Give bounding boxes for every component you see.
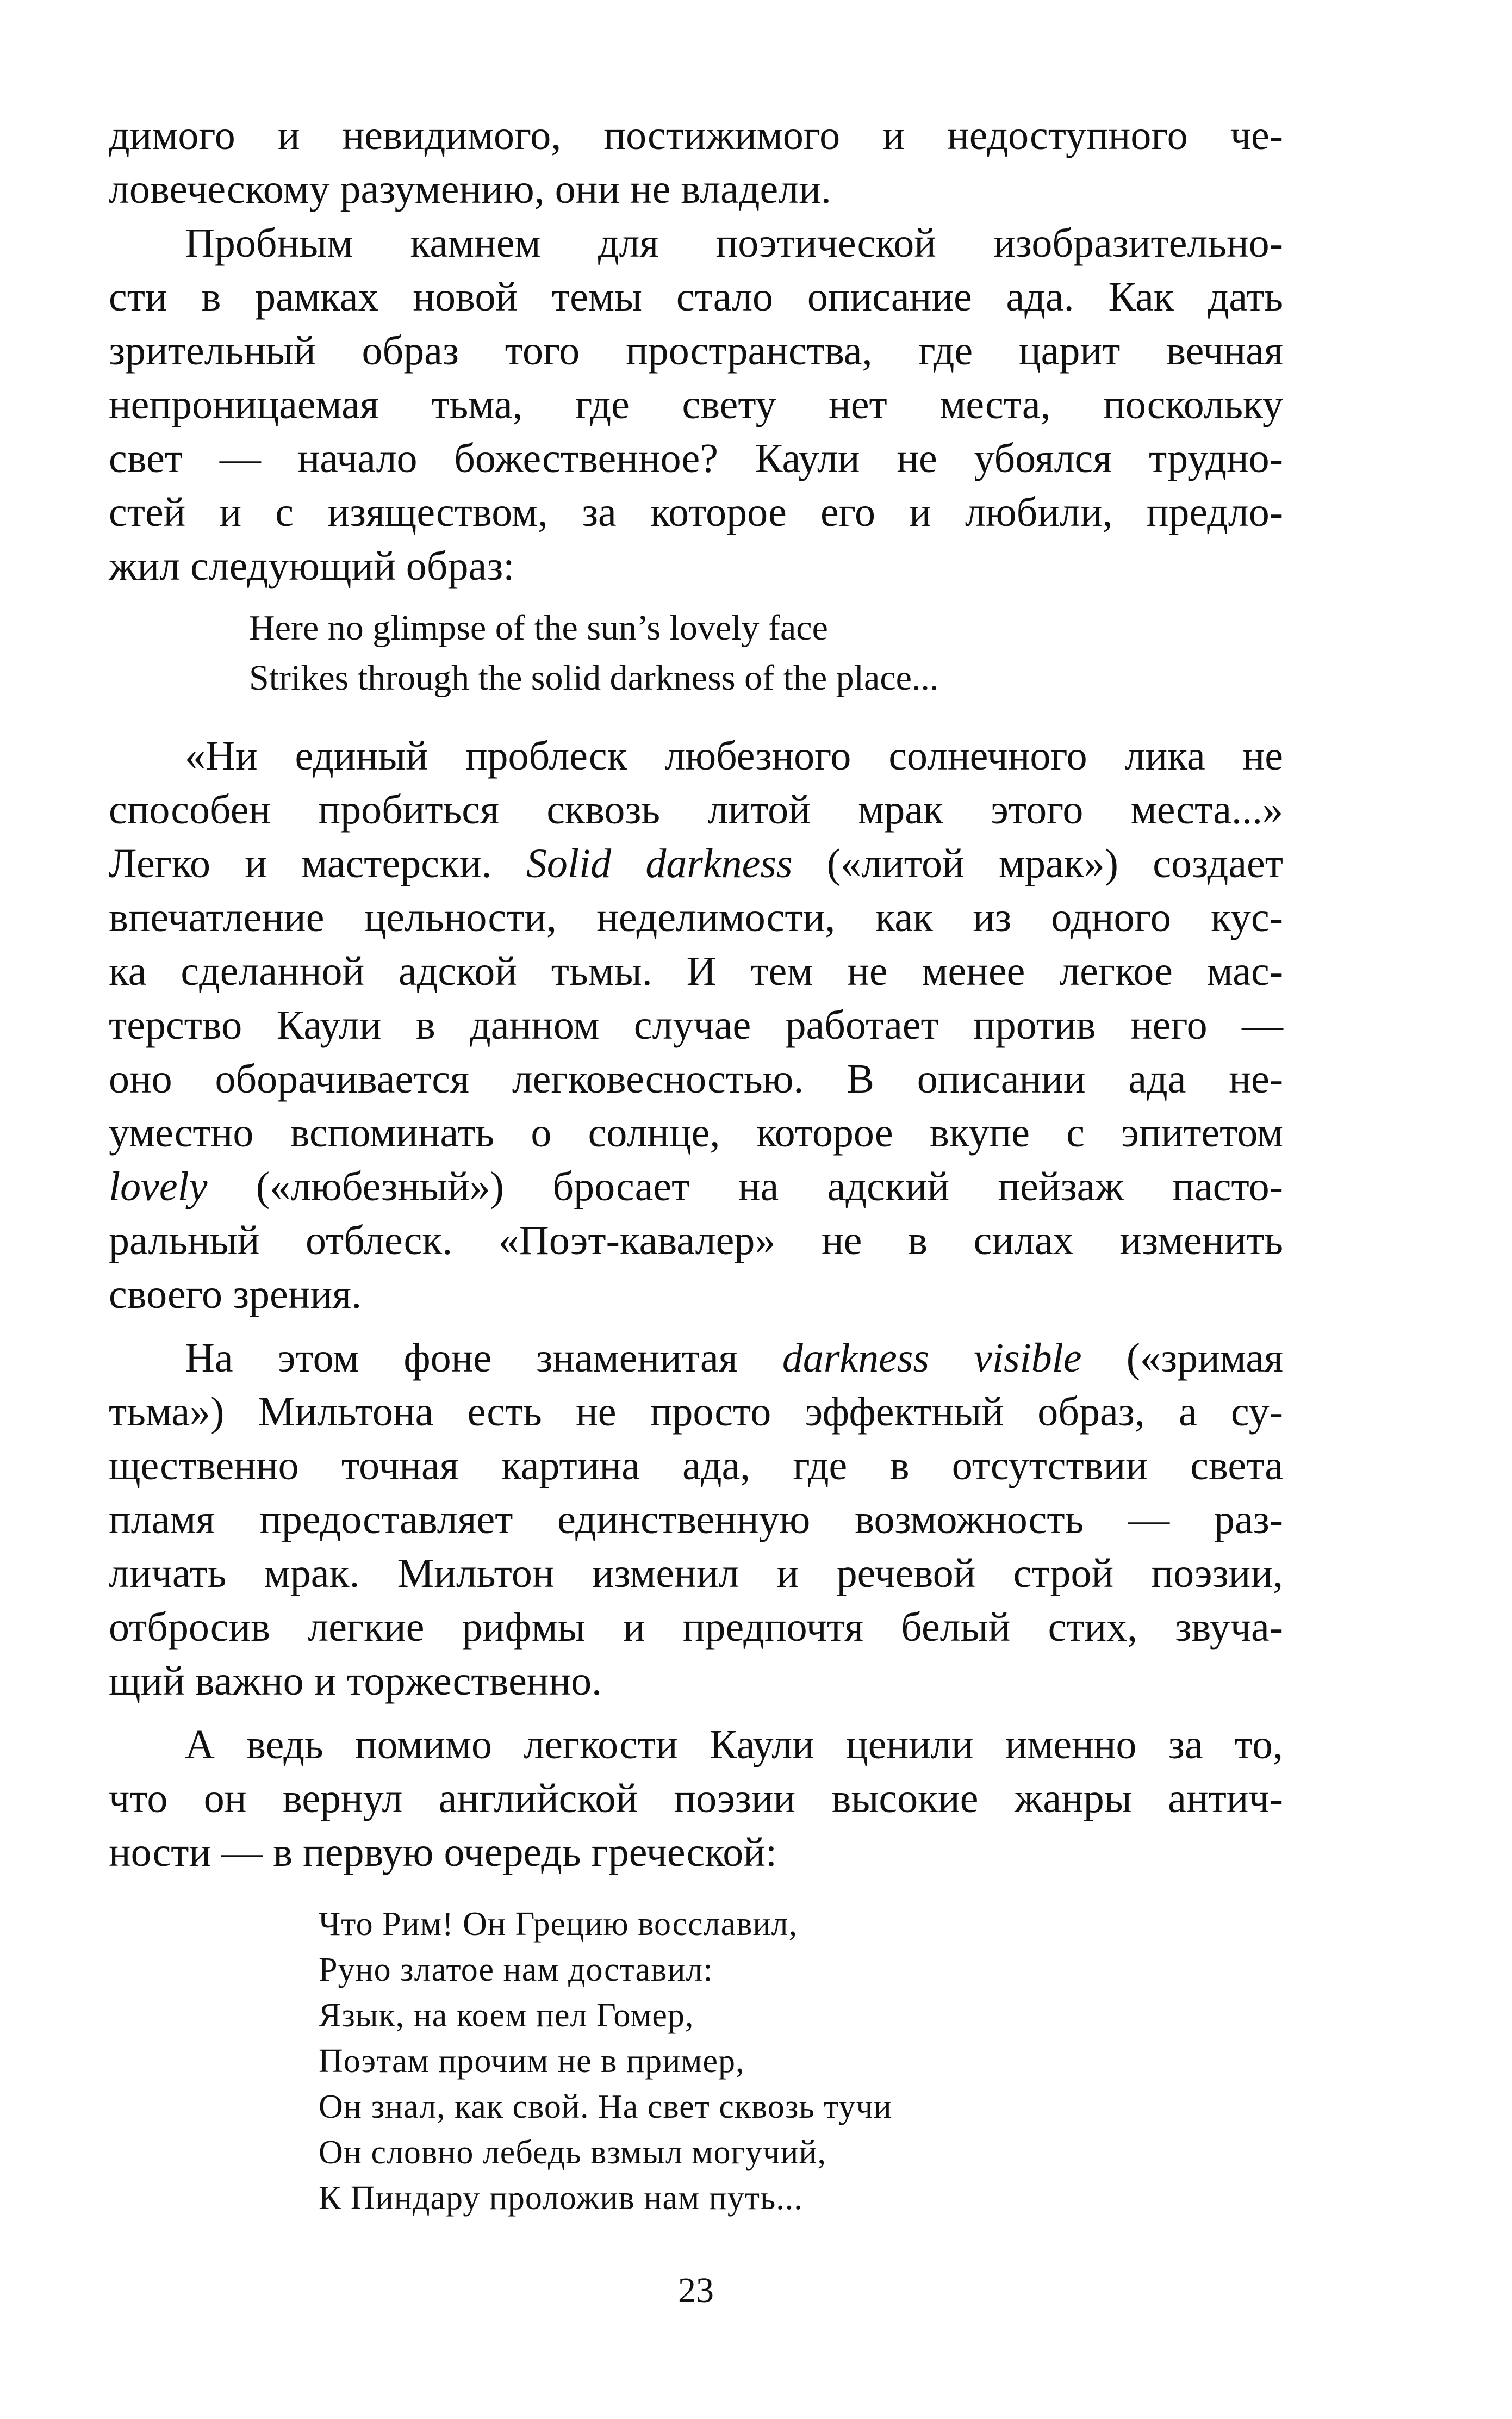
text-fragment: («любезный») бросает на адский пейзаж пасто- (207, 1164, 1283, 1210)
book-page (109, 109, 1283, 2221)
text-line: что он вернул английской поэзии высокие жанры антич- (109, 1776, 1283, 1821)
text-line: сти в рамках новой темы стало описание ада. Как дать (109, 274, 1283, 320)
text-line: Пробным камнем для поэтической изобразительно- (185, 220, 1283, 266)
italic-term: darkness visible (782, 1335, 1082, 1381)
text-line: «Ни единый проблеск любезного солнечного лика не (185, 733, 1283, 779)
paragraph-continued (109, 109, 1283, 216)
paragraph-greek-genres (109, 1718, 1283, 1880)
text-line: тьма») Мильтона есть не просто эффектный образ, а су- (109, 1389, 1283, 1435)
text-line (109, 1331, 1283, 1385)
text-line (109, 837, 1283, 891)
text-line: непроницаемая тьма, где свету нет места, поскольку (109, 382, 1283, 427)
text-line: А ведь помимо легкости Каули ценили именно за то, (185, 1722, 1283, 1767)
paragraph-milton (109, 1331, 1283, 1708)
text-line: личать мрак. Мильтон изменил и речевой строй поэзии, (109, 1550, 1283, 1596)
text-line: своего зрения. (109, 1271, 362, 1317)
text-line: щий важно и торжественно. (109, 1658, 602, 1704)
verse-line: К Пиндару проложив нам путь... (319, 2180, 803, 2217)
text-line: ности — в первую очередь греческой: (109, 1829, 777, 1875)
text-line (109, 1160, 1283, 1214)
text-line: свет — начало божественное? Каули не убоялся трудно- (109, 436, 1283, 481)
text-line: стей и с изяществом, за которое его и любили, предло- (109, 489, 1283, 535)
text-line: зрительный образ того пространства, где царит вечная (109, 328, 1283, 374)
text-line: отбросив легкие рифмы и предпочтя белый стих, звуча- (109, 1604, 1283, 1650)
text-fragment: («зримая (1081, 1335, 1284, 1381)
text-line: терство Каули в данном случае работает против него — (109, 1002, 1283, 1048)
text-line: щественно точная картина ада, где в отсутствии света (109, 1443, 1283, 1488)
text-line: оно оборачивается легковесностью. В описании ада не- (109, 1056, 1283, 1102)
paragraph-hell-description (109, 216, 1283, 593)
verse-line: Руно златое нам доставил: (319, 1951, 713, 1988)
english-verse-quote (109, 603, 1283, 703)
italic-term: lovely (109, 1164, 208, 1210)
verse-line: Что Рим! Он Грецию восславил, (319, 1906, 798, 1943)
text-line: ка сделанной адской тьмы. И тем не менее легкое мас- (109, 948, 1283, 994)
verse-line: Он знал, как свой. На свет сквозь тучи (319, 2088, 892, 2125)
verse-line: Он словно лебедь взмыл могучий, (319, 2134, 826, 2171)
text-line: жил следующий образ: (109, 543, 515, 589)
text-line: впечатление цельности, неделимости, как из одного кус- (109, 895, 1283, 940)
verse-line: Strikes through the solid darkness of the place... (249, 658, 939, 698)
verse-line: Here no glimpse of the sun’s lovely face (249, 608, 828, 648)
paragraph-translation (109, 729, 1283, 1322)
text-line: уместно вспоминать о солнце, которое вкупе с эпитетом (109, 1110, 1283, 1156)
page-number: 23 (678, 2271, 714, 2310)
russian-verse-quote (109, 1901, 1283, 2221)
text-line: ральный отблеск. «Поэт-кавалер» не в силах изменить (109, 1218, 1283, 1263)
text-fragment: Легко и мастерски. (109, 841, 526, 886)
text-line: ловеческому разумению, они не владели. (109, 166, 831, 212)
text-line: димого и невидимого, постижимого и недоступного че- (109, 113, 1283, 158)
text-fragment: («литой мрак») создает (792, 841, 1283, 886)
text-line: способен пробиться сквозь литой мрак этого места...» (109, 787, 1283, 833)
text-fragment: На этом фоне знаменитая (185, 1335, 782, 1381)
verse-line: Язык, на коем пел Гомер, (319, 1997, 694, 2034)
text-line: пламя предоставляет единственную возможность — раз- (109, 1497, 1283, 1542)
italic-term: Solid darkness (526, 841, 793, 886)
verse-line: Поэтам прочим не в пример, (319, 2043, 745, 2080)
